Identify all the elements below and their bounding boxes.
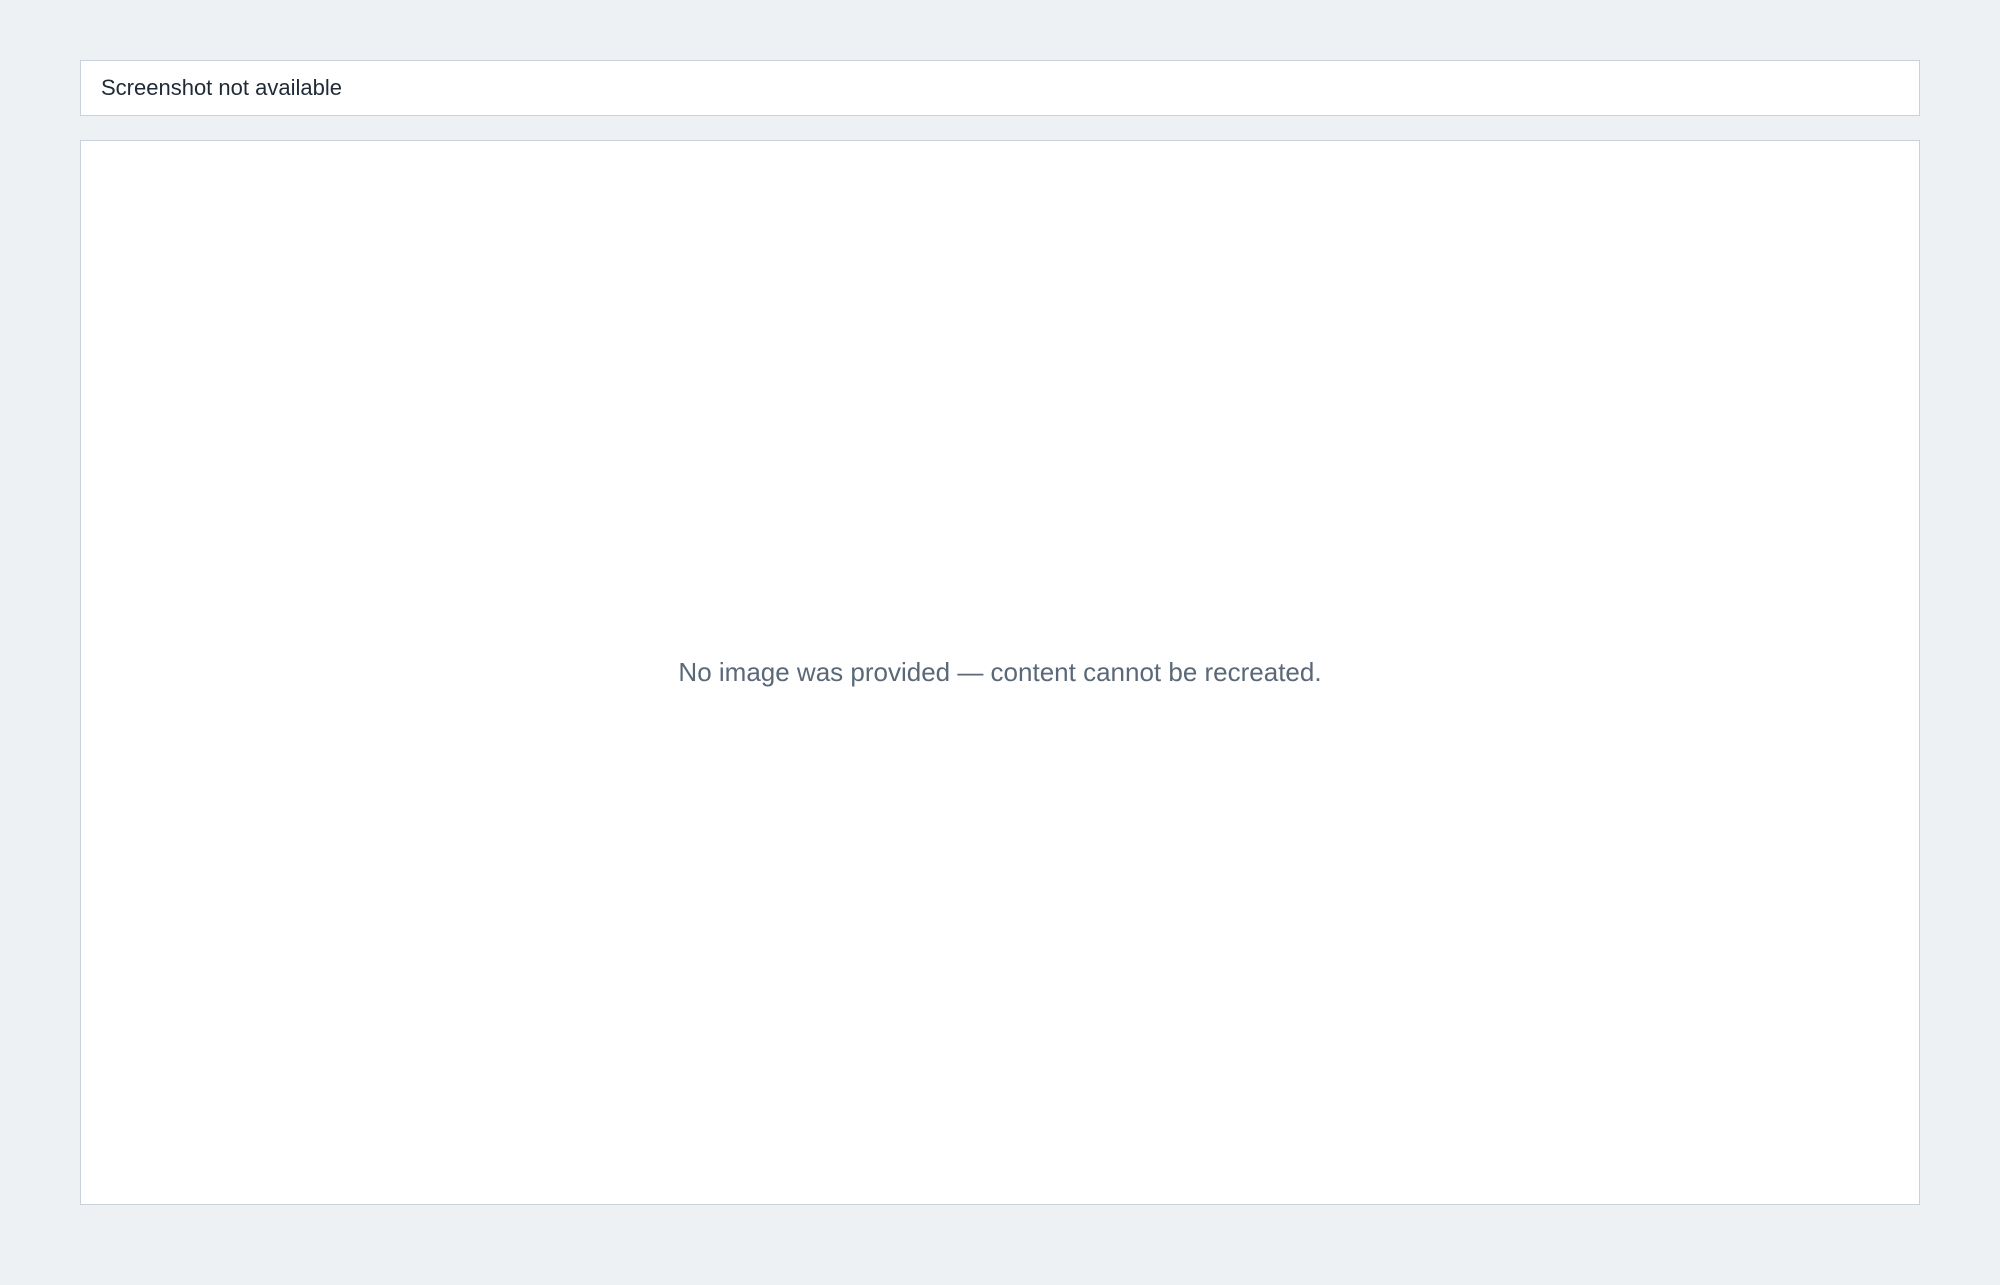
content-area bbox=[80, 140, 1920, 1205]
notice-banner bbox=[80, 60, 1920, 116]
notice-text: Screenshot not available bbox=[101, 75, 342, 100]
body-text: No image was provided — content cannot be recreated. bbox=[678, 657, 1322, 687]
